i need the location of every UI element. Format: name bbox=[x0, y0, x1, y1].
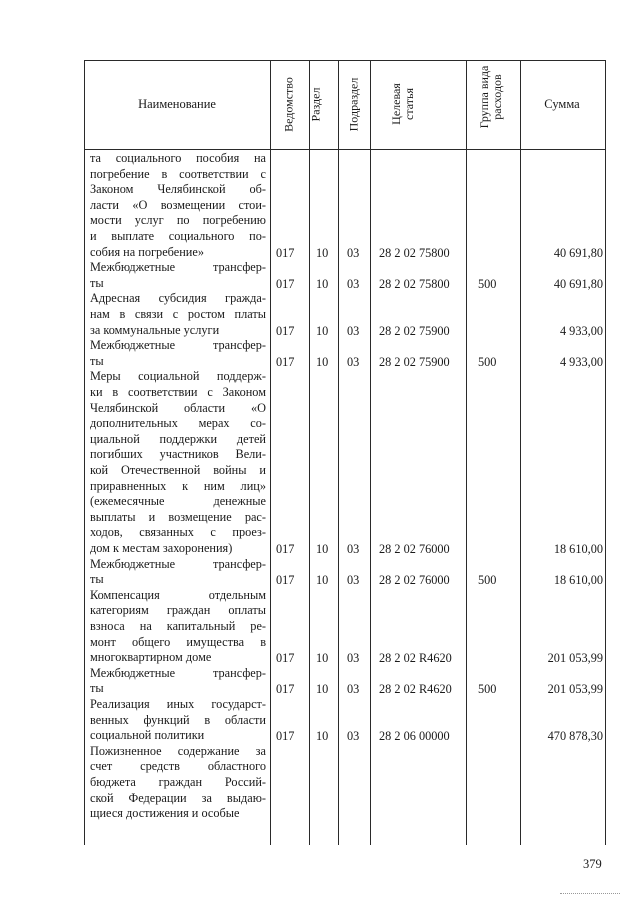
table-row-name bbox=[90, 338, 266, 369]
row-name-line: ходов, связанных с проез- bbox=[90, 525, 266, 540]
row-vedomstvo: 017 bbox=[276, 682, 295, 697]
row-name-line: Межбюджетные трансфер- bbox=[90, 260, 266, 275]
row-celevaya: 28 2 02 75800 bbox=[379, 276, 450, 291]
row-celevaya: 28 2 02 76000 bbox=[379, 573, 450, 588]
col-border-left bbox=[84, 60, 85, 845]
row-celevaya: 28 2 02 75900 bbox=[379, 323, 450, 338]
row-name-line: приравненных к ним лиц» bbox=[90, 478, 266, 493]
row-razdel: 10 bbox=[316, 354, 329, 369]
header-celevaya-line1: Целевая bbox=[389, 83, 403, 125]
row-name-line: ты bbox=[90, 353, 104, 368]
header-podrazdel: Подраздел bbox=[346, 77, 361, 132]
row-gruppa: 500 bbox=[478, 682, 497, 697]
col-border-razdel bbox=[338, 60, 339, 845]
row-name-line: бюджета граждан Россий- bbox=[90, 774, 266, 789]
table-row-name bbox=[90, 557, 266, 588]
row-name-line: Межбюджетные трансфер- bbox=[90, 665, 266, 680]
row-gruppa: 500 bbox=[478, 573, 497, 588]
row-vedomstvo: 017 bbox=[276, 729, 295, 744]
row-summa: 4 933,00 bbox=[559, 354, 603, 369]
col-border-gruppa bbox=[520, 60, 521, 845]
header-gruppa bbox=[478, 54, 508, 140]
row-name-line: ты bbox=[90, 681, 104, 696]
row-name-line: Законом Челябинской об- bbox=[90, 182, 266, 197]
row-name-line: ской Федерации за выдаю- bbox=[90, 790, 266, 805]
row-podrazdel: 03 bbox=[347, 682, 360, 697]
row-vedomstvo: 017 bbox=[276, 651, 295, 666]
row-podrazdel: 03 bbox=[347, 729, 360, 744]
row-celevaya: 28 2 02 75900 bbox=[379, 354, 450, 369]
row-summa: 4 933,00 bbox=[559, 323, 603, 338]
header-celevaya bbox=[390, 69, 444, 139]
row-name-line: мости услуг по погребению bbox=[90, 213, 266, 228]
row-summa: 18 610,00 bbox=[553, 542, 603, 556]
row-podrazdel: 03 bbox=[347, 651, 360, 666]
row-name-line: та социального пособия на bbox=[90, 151, 266, 165]
row-name-line: погибших участников Вели- bbox=[90, 447, 266, 462]
row-name-line: Межбюджетные трансфер- bbox=[90, 338, 266, 353]
row-name-line: щиеся достижения и особые bbox=[90, 806, 240, 821]
row-name-line: категориям граждан оплаты bbox=[90, 603, 266, 618]
col-border-vedomstvo bbox=[309, 60, 310, 845]
row-podrazdel: 03 bbox=[347, 354, 360, 369]
row-vedomstvo: 017 bbox=[276, 276, 295, 291]
row-podrazdel: 03 bbox=[347, 276, 360, 291]
row-celevaya: 28 2 02 R4620 bbox=[379, 682, 452, 697]
row-celevaya: 28 2 02 R4620 bbox=[379, 651, 452, 666]
header-gruppa-line1: Группа вида bbox=[477, 65, 491, 129]
row-name-line: ки в соответствии с Законом bbox=[90, 384, 266, 399]
row-razdel: 10 bbox=[316, 651, 329, 666]
header-summa: Сумма bbox=[544, 97, 580, 111]
header-celevaya-line2: статья bbox=[402, 88, 416, 120]
table-row-name bbox=[90, 697, 266, 744]
row-razdel: 10 bbox=[316, 245, 329, 260]
row-summa: 40 691,80 bbox=[553, 276, 603, 291]
row-name-line: ласти «О возмещении стои- bbox=[90, 197, 266, 212]
row-name-line: монт общего имущества в bbox=[90, 634, 266, 649]
header-bottom-border bbox=[84, 149, 605, 150]
table-row-name bbox=[90, 291, 266, 338]
row-gruppa: 500 bbox=[478, 354, 497, 369]
row-vedomstvo: 017 bbox=[276, 573, 295, 588]
row-name-line: Адресная субсидия гражда- bbox=[90, 291, 266, 306]
row-name-line: Пожизненное содержание за bbox=[90, 743, 266, 758]
row-razdel: 10 bbox=[316, 323, 329, 338]
row-razdel: 10 bbox=[316, 276, 329, 291]
row-vedomstvo: 017 bbox=[276, 354, 295, 369]
row-name-line: взноса на капитальный ре- bbox=[90, 618, 266, 633]
row-name-line: Реализация иных государст- bbox=[90, 697, 266, 711]
row-name-line: выплаты и возмещение рас- bbox=[90, 509, 266, 524]
table-top-border bbox=[84, 60, 605, 61]
row-name-line: венных функций в области bbox=[90, 712, 266, 727]
row-name-line: погребение в соответствии с bbox=[90, 166, 266, 181]
table-row-name bbox=[90, 744, 266, 822]
row-celevaya: 28 2 06 00000 bbox=[379, 729, 450, 744]
row-name-line: счет средств областного bbox=[90, 759, 266, 774]
row-name-line: (ежемесячные денежные bbox=[90, 494, 266, 509]
row-podrazdel: 03 bbox=[347, 573, 360, 588]
row-celevaya: 28 2 02 75800 bbox=[379, 245, 450, 260]
row-razdel: 10 bbox=[316, 682, 329, 697]
header-name: Наименование bbox=[138, 97, 216, 111]
row-name-line: Челябинской области «О bbox=[90, 400, 266, 415]
table-row-name bbox=[90, 151, 266, 260]
header-vedomstvo: Ведомство bbox=[281, 77, 296, 132]
header-gruppa-line2: расходов bbox=[490, 74, 504, 120]
row-vedomstvo: 017 bbox=[276, 542, 295, 556]
table-row-name bbox=[90, 666, 266, 697]
row-razdel: 10 bbox=[316, 729, 329, 744]
col-border-right bbox=[605, 60, 606, 845]
row-summa: 470 878,30 bbox=[547, 729, 603, 744]
row-name-line: циальной поддержки детей bbox=[90, 431, 266, 446]
col-border-podrazdel bbox=[370, 60, 371, 845]
row-name-line: собия на погребение» bbox=[90, 244, 204, 259]
row-summa: 201 053,99 bbox=[547, 651, 603, 666]
table-row-name bbox=[90, 260, 266, 291]
row-name-line: кой Отечественной войны и bbox=[90, 462, 266, 477]
row-name-line: и выплате социального по- bbox=[90, 228, 266, 243]
table-row-name bbox=[90, 369, 266, 556]
row-vedomstvo: 017 bbox=[276, 245, 295, 260]
row-razdel: 10 bbox=[316, 542, 329, 556]
col-border-name bbox=[270, 60, 271, 845]
row-name-line: нам в связи с ростом платы bbox=[90, 306, 266, 321]
row-name-line: дом к местам захоронения) bbox=[90, 540, 233, 555]
row-summa: 40 691,80 bbox=[553, 245, 603, 260]
col-border-celevaya bbox=[466, 60, 467, 845]
footer-dots bbox=[560, 893, 620, 894]
page-number: 379 bbox=[583, 857, 602, 871]
row-celevaya: 28 2 02 76000 bbox=[379, 542, 450, 556]
row-summa: 18 610,00 bbox=[553, 573, 603, 588]
row-name-line: Меры социальной поддерж- bbox=[90, 369, 266, 384]
row-name-line: Межбюджетные трансфер- bbox=[90, 556, 266, 571]
row-podrazdel: 03 bbox=[347, 542, 360, 556]
row-podrazdel: 03 bbox=[347, 323, 360, 338]
header-razdel: Раздел bbox=[308, 87, 323, 122]
row-name-line: социальной политики bbox=[90, 728, 205, 743]
row-summa: 201 053,99 bbox=[547, 682, 603, 697]
row-name-line: дополнительных мерах со- bbox=[90, 416, 266, 431]
row-name-line: ты bbox=[90, 572, 104, 587]
table-row-name bbox=[90, 588, 266, 666]
row-name-line: ты bbox=[90, 275, 104, 290]
row-name-line: многоквартирном доме bbox=[90, 650, 212, 665]
row-name-line: за коммунальные услуги bbox=[90, 322, 220, 337]
row-name-line: Компенсация отдельным bbox=[90, 587, 266, 602]
row-vedomstvo: 017 bbox=[276, 323, 295, 338]
row-gruppa: 500 bbox=[478, 276, 497, 291]
row-razdel: 10 bbox=[316, 573, 329, 588]
row-podrazdel: 03 bbox=[347, 245, 360, 260]
